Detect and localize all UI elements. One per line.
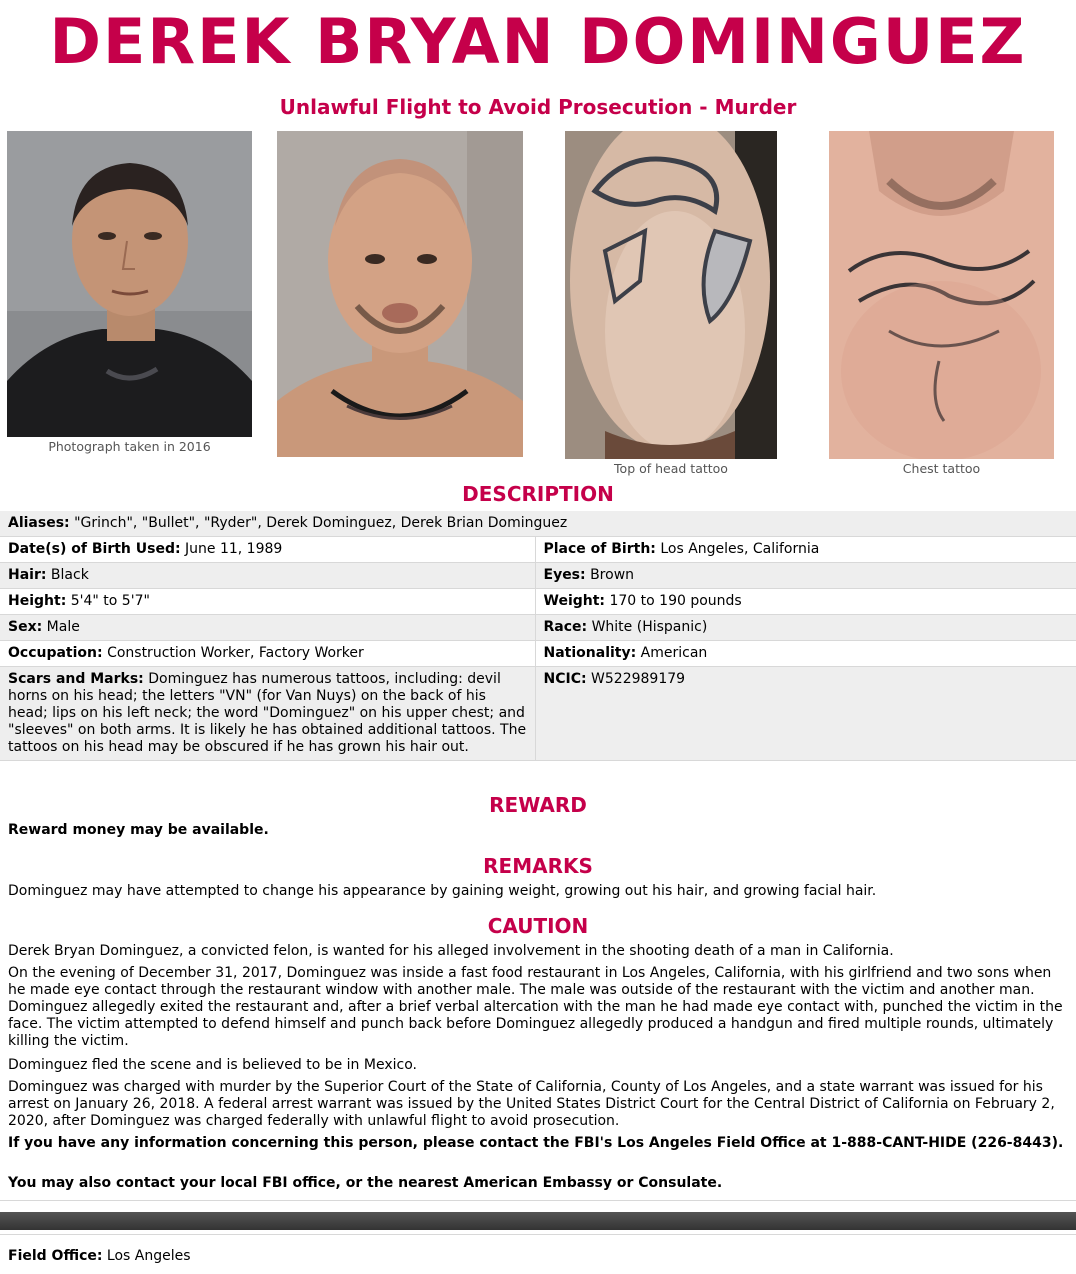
field-office — [8, 1248, 1068, 1265]
remarks-heading: REMARKS — [483, 854, 593, 878]
hair-value: Black — [50, 567, 89, 583]
chest-tattoo-photo[interactable] — [829, 131, 1054, 459]
table-row — [0, 511, 1076, 537]
fugitive-name: DEREK BRYAN DOMINGUEZ — [49, 5, 1027, 78]
pob-value: Los Angeles, California — [660, 541, 820, 557]
occupation-value: Construction Worker, Factory Worker — [107, 645, 364, 661]
photo-caption: Chest tattoo — [902, 461, 981, 476]
scars-value: Dominguez has numerous tattoos, including: devil horns on his head; the letters "VN" (for Van Nuys) on the back of his head; lips on his left neck; the word "Dominguez" on his upper chest; and "sleeves" on both arms. It is likely he has obtained additional tattoos. The tattoos on his head may be obscured if he has grown his hair out. — [8, 671, 527, 755]
table-row — [0, 667, 1076, 761]
field-office-label: Field Office: — [8, 1248, 103, 1264]
ncic-label: NCIC: — [543, 671, 587, 687]
description-table — [0, 511, 1076, 761]
head-tattoo-photo[interactable] — [565, 131, 777, 459]
caution-heading: CAUTION — [487, 914, 589, 938]
hair-label: Hair: — [8, 567, 47, 583]
photo-caption: Top of head tattoo — [614, 461, 728, 476]
photo-caption: Photograph taken in 2016 — [48, 439, 211, 454]
description-heading: DESCRIPTION — [462, 482, 614, 506]
mugshot-photo[interactable] — [7, 131, 252, 437]
reward-heading: REWARD — [489, 793, 587, 817]
reward-text: Reward money may be available. — [8, 822, 269, 838]
race-label: Race: — [543, 619, 588, 635]
caution-paragraph: Derek Bryan Dominguez, a convicted felon, is wanted for his alleged involvement in the shooting death of a man in California. — [8, 943, 894, 959]
eyes-value: Brown — [590, 567, 635, 583]
race-value: White (Hispanic) — [591, 619, 708, 635]
table-row — [0, 641, 1076, 667]
divider — [0, 1234, 1076, 1235]
table-row — [0, 615, 1076, 641]
table-row — [0, 589, 1076, 615]
charge-title: Unlawful Flight to Avoid Prosecution - Murder — [279, 95, 797, 119]
divider — [0, 1200, 1076, 1201]
caution-paragraph: Dominguez fled the scene and is believed to be in Mexico. — [8, 1057, 417, 1073]
occupation-label: Occupation: — [8, 645, 103, 661]
divider-bar — [0, 1212, 1076, 1230]
aliases-label: Aliases: — [8, 515, 70, 531]
weight-value: 170 to 190 pounds — [609, 593, 742, 609]
field-office-value: Los Angeles — [106, 1248, 191, 1264]
nationality-label: Nationality: — [543, 645, 637, 661]
caution-paragraph: On the evening of December 31, 2017, Dominguez was inside a fast food restaurant in Los Angeles, California, with his girlfriend and two sons when he made eye contact through the restaurant window with another male. The male was outside of the restaurant with the victim and another man. Dominguez allegedly exited the restaurant and, after a brief verbal altercation with the man he had made eye contact with, punched the victim in the face. The victim attempted to defend himself and punch back before Dominguez allegedly produced a handgun and fired multiple rounds, ultimately killing the victim. — [8, 965, 1063, 1049]
ncic-value: W522989179 — [591, 671, 686, 687]
aliases-value: "Grinch", "Bullet", "Ryder", Derek Dominguez, Derek Brian Dominguez — [74, 515, 568, 531]
dob-value: June 11, 1989 — [185, 541, 283, 557]
embassy-info: You may also contact your local FBI office, or the nearest American Embassy or Consulate. — [8, 1175, 723, 1191]
eyes-label: Eyes: — [543, 567, 586, 583]
scars-label: Scars and Marks: — [8, 671, 144, 687]
weight-label: Weight: — [543, 593, 606, 609]
selfie-photo[interactable] — [277, 131, 523, 457]
height-label: Height: — [8, 593, 67, 609]
caution-paragraph: Dominguez was charged with murder by the Superior Court of the State of California, County of Los Angeles, and a state warrant was issued for his arrest on January 26, 2018. A federal arrest warrant was issued by the United States District Court for the Central District of California on February 2, 2020, after Dominguez was charged federally with unlawful flight to avoid prosecution. — [8, 1079, 1055, 1129]
dob-label: Date(s) of Birth Used: — [8, 541, 181, 557]
pob-label: Place of Birth: — [543, 541, 656, 557]
sex-label: Sex: — [8, 619, 43, 635]
height-value: 5'4" to 5'7" — [70, 593, 150, 609]
contact-info: If you have any information concerning this person, please contact the FBI's Los Angeles Field Office at 1-888-CANT-HIDE (226-8443). — [8, 1135, 1064, 1151]
table-row — [0, 563, 1076, 589]
nationality-value: American — [640, 645, 708, 661]
remarks-text: Dominguez may have attempted to change his appearance by gaining weight, growing out his hair, and growing facial hair. — [8, 883, 877, 899]
table-row — [0, 537, 1076, 563]
sex-value: Male — [46, 619, 80, 635]
